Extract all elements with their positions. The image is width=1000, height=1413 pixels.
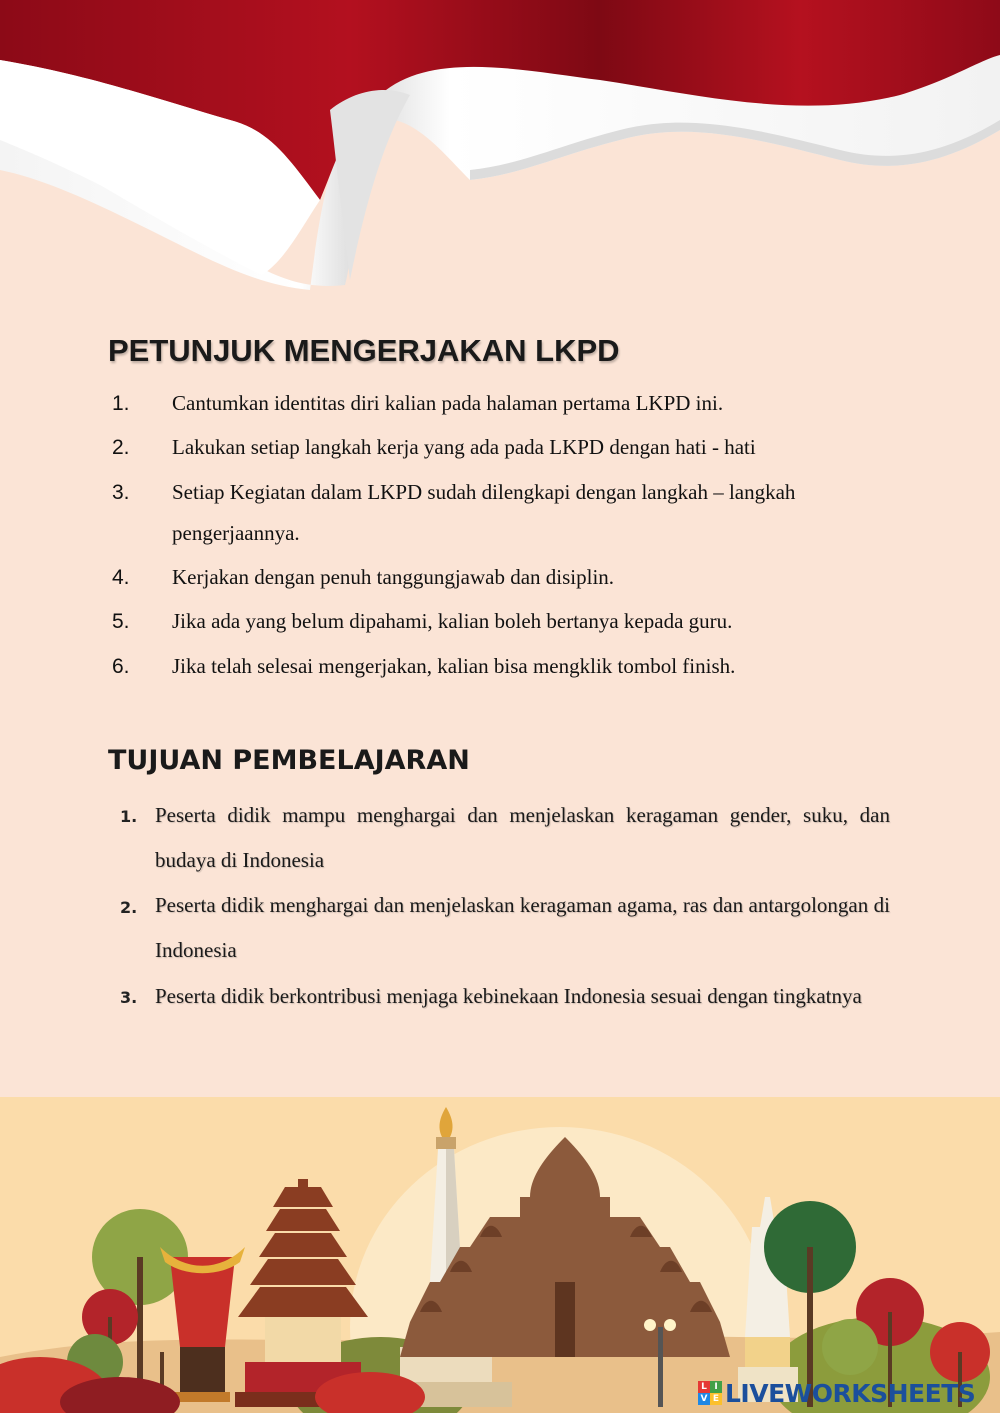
liveworksheets-wordmark: LIVEWORKSHEETS	[725, 1378, 976, 1408]
badge-letter: E	[710, 1393, 722, 1405]
item-number: 3.	[112, 481, 130, 504]
item-text: Cantumkan identitas diri kalian pada halaman pertama LKPD ini.	[172, 391, 724, 415]
item-number: 6.	[112, 655, 130, 678]
item-text: Jika ada yang belum dipahami, kalian boleh bertanya kepada guru.	[172, 609, 733, 633]
badge-letter: I	[710, 1381, 722, 1393]
goal-number: 1.	[120, 807, 138, 826]
goal-number: 2.	[120, 898, 138, 917]
item-text: Lakukan setiap langkah kerja yang ada pada LKPD dengan hati - hati	[172, 435, 756, 459]
badge-letter: V	[698, 1393, 710, 1405]
indonesian-flag-banner	[0, 0, 1000, 300]
goal-number: 3.	[120, 988, 138, 1007]
item-number: 4.	[112, 566, 130, 589]
goals-title: TUJUAN PEMBELAJARAN	[108, 745, 470, 776]
goal-text: Peserta didik menghargai dan menjelaskan keragaman agama, ras dan antargolongan di Indonesia	[155, 893, 890, 962]
goal-text: Peserta didik berkontribusi menjaga kebinekaan Indonesia sesuai dengan tingkatnya	[155, 984, 862, 1008]
liveworksheets-logo	[698, 1376, 975, 1410]
item-text: Setiap Kegiatan dalam LKPD sudah dilengkapi dengan langkah – langkah	[172, 480, 796, 504]
instructions-title: PETUNJUK MENGERJAKAN LKPD	[108, 333, 620, 368]
goal-text: Peserta didik mampu menghargai dan menjelaskan keragaman gender, suku, dan budaya di Indonesia	[155, 803, 890, 872]
badge-letter: L	[698, 1381, 710, 1393]
item-text: Jika telah selesai mengerjakan, kalian bisa mengklik tombol finish.	[172, 654, 736, 678]
item-number: 5.	[112, 610, 130, 633]
item-text: Kerjakan dengan penuh tanggungjawab dan disiplin.	[172, 565, 615, 589]
item-text-continued: pengerjaannya.	[172, 521, 300, 545]
indonesian-landmarks-illustration	[0, 1097, 1000, 1413]
liveworksheets-badge-icon	[698, 1381, 722, 1405]
item-number: 1.	[112, 392, 130, 415]
item-number: 2.	[112, 436, 130, 459]
